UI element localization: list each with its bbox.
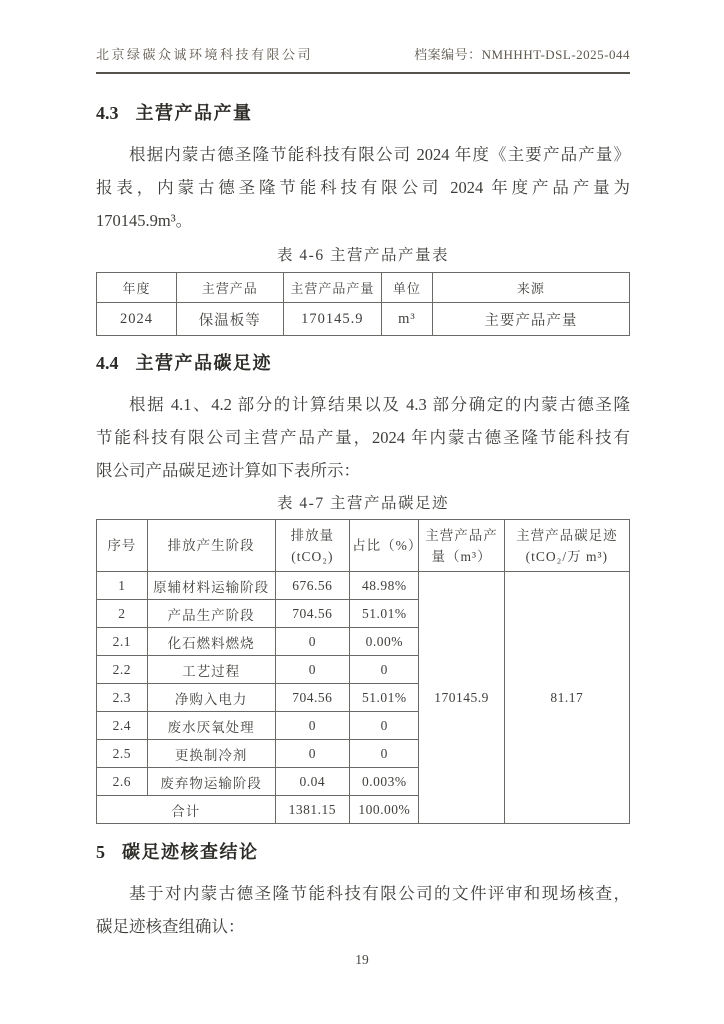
column-header-ratio: 占比（%） bbox=[350, 520, 419, 572]
cell-stage: 废水厌氧处理 bbox=[147, 712, 275, 740]
table-4-7 bbox=[96, 519, 630, 824]
section-heading-4-4 bbox=[96, 349, 630, 375]
cell-production-merged: 170145.9 bbox=[419, 572, 504, 824]
cell-stage: 原辅材料运输阶段 bbox=[147, 572, 275, 600]
cell-total-label: 合计 bbox=[97, 796, 276, 824]
cell-source: 主要产品产量 bbox=[432, 303, 629, 336]
cell-no: 2.4 bbox=[97, 712, 148, 740]
cell-stage: 更换制冷剂 bbox=[147, 740, 275, 768]
section-heading-4-3 bbox=[96, 99, 630, 125]
cell-emission: 0 bbox=[275, 656, 350, 684]
column-header-emission bbox=[275, 520, 350, 572]
table-4-6-caption: 表 4-6 主营产品产量表 bbox=[277, 247, 449, 264]
cell-no: 2.6 bbox=[97, 768, 148, 796]
section-title: 碳足迹核查结论 bbox=[122, 842, 259, 862]
file-number bbox=[414, 44, 630, 63]
file-number-label: 档案编号： bbox=[414, 47, 482, 62]
paragraph-line: 节能科技有限公司主营产品产量，2024 年内蒙古德圣隆节能科技有 bbox=[96, 428, 630, 447]
page-number: 19 bbox=[355, 952, 369, 967]
section-title: 主营产品碳足迹 bbox=[135, 353, 272, 373]
cell-ratio: 48.98% bbox=[350, 572, 419, 600]
cell-year: 2024 bbox=[97, 303, 177, 336]
table-4-7-caption: 表 4-7 主营产品碳足迹 bbox=[277, 495, 449, 512]
paragraph-line: 基于对内蒙古德圣隆节能科技有限公司的文件评审和现场核查， bbox=[129, 884, 630, 903]
cell-no: 2 bbox=[97, 600, 148, 628]
header-line: 主营产品碳足迹 bbox=[516, 527, 618, 543]
paragraph-4-4 bbox=[96, 388, 630, 487]
cell-no: 2.5 bbox=[97, 740, 148, 768]
cell-ratio: 0.003% bbox=[350, 768, 419, 796]
cell-stage: 净购入电力 bbox=[147, 684, 275, 712]
company-name: 北京绿碳众诚环境科技有限公司 bbox=[96, 47, 314, 62]
paragraph-line: 报表，内蒙古德圣隆节能科技有限公司 2024 年度产品产量为 bbox=[96, 178, 630, 197]
cell-emission: 0 bbox=[275, 712, 350, 740]
cell-output: 170145.9 bbox=[283, 303, 382, 336]
column-header-seq: 序号 bbox=[97, 520, 148, 572]
cell-stage: 废弃物运输阶段 bbox=[147, 768, 275, 796]
paragraph-line: 根据内蒙古德圣隆节能科技有限公司 2024 年度《主要产品产量》 bbox=[129, 145, 630, 164]
header-line: 排放量 bbox=[290, 527, 335, 543]
cell-total-emission: 1381.15 bbox=[275, 796, 350, 824]
cell-product: 保温板等 bbox=[176, 303, 283, 336]
cell-ratio: 0 bbox=[350, 740, 419, 768]
cell-ratio: 51.01% bbox=[350, 600, 419, 628]
section-title: 主营产品产量 bbox=[135, 103, 253, 123]
header-line: 量（m³） bbox=[431, 548, 492, 564]
cell-ratio: 0 bbox=[350, 712, 419, 740]
section-number: 4.4 bbox=[96, 353, 119, 373]
paragraph-line: 碳足迹核查组确认： bbox=[96, 917, 245, 936]
cell-emission: 704.56 bbox=[275, 600, 350, 628]
column-header: 主营产品 bbox=[176, 273, 283, 303]
column-header: 年度 bbox=[97, 273, 177, 303]
column-header: 单位 bbox=[382, 273, 433, 303]
cell-unit: m³ bbox=[382, 303, 433, 336]
column-header-stage: 排放产生阶段 bbox=[147, 520, 275, 572]
cell-footprint-merged: 81.17 bbox=[504, 572, 629, 824]
cell-ratio: 0.00% bbox=[350, 628, 419, 656]
table-row bbox=[97, 303, 630, 336]
cell-ratio: 51.01% bbox=[350, 684, 419, 712]
cell-total-ratio: 100.00% bbox=[350, 796, 419, 824]
table-4-6 bbox=[96, 272, 630, 336]
cell-no: 2.1 bbox=[97, 628, 148, 656]
header-line: 主营产品产 bbox=[425, 527, 498, 543]
cell-stage: 工艺过程 bbox=[147, 656, 275, 684]
section-number: 5 bbox=[96, 842, 105, 862]
paragraph-4-3 bbox=[96, 138, 630, 237]
paragraph-line: 根据 4.1、4.2 部分的计算结果以及 4.3 部分确定的内蒙古德圣隆 bbox=[129, 395, 630, 414]
cell-ratio: 0 bbox=[350, 656, 419, 684]
table-4-7-header-row bbox=[97, 520, 630, 572]
column-header: 主营产品产量 bbox=[283, 273, 382, 303]
paragraph-line: 170145.9m³。 bbox=[96, 211, 193, 230]
header-line: (tCO₂) bbox=[291, 548, 334, 564]
table-4-6-header-row bbox=[97, 273, 630, 303]
cell-no: 2.2 bbox=[97, 656, 148, 684]
page-header bbox=[96, 44, 630, 74]
column-header: 来源 bbox=[432, 273, 629, 303]
section-number: 4.3 bbox=[96, 103, 119, 123]
paragraph-5 bbox=[96, 877, 630, 943]
cell-stage: 产品生产阶段 bbox=[147, 600, 275, 628]
header-line: (tCO₂/万 m³) bbox=[525, 548, 609, 564]
column-header-production bbox=[419, 520, 504, 572]
file-number-value: NMHHHT-DSL-2025-044 bbox=[481, 47, 630, 62]
cell-emission: 0 bbox=[275, 740, 350, 768]
cell-emission: 704.56 bbox=[275, 684, 350, 712]
section-heading-5 bbox=[96, 838, 630, 864]
paragraph-line: 限公司产品碳足迹计算如下表所示： bbox=[96, 461, 360, 480]
cell-stage: 化石燃料燃烧 bbox=[147, 628, 275, 656]
cell-no: 1 bbox=[97, 572, 148, 600]
cell-emission: 676.56 bbox=[275, 572, 350, 600]
cell-emission: 0 bbox=[275, 628, 350, 656]
table-row bbox=[97, 572, 630, 600]
cell-no: 2.3 bbox=[97, 684, 148, 712]
cell-emission: 0.04 bbox=[275, 768, 350, 796]
column-header-footprint bbox=[504, 520, 629, 572]
